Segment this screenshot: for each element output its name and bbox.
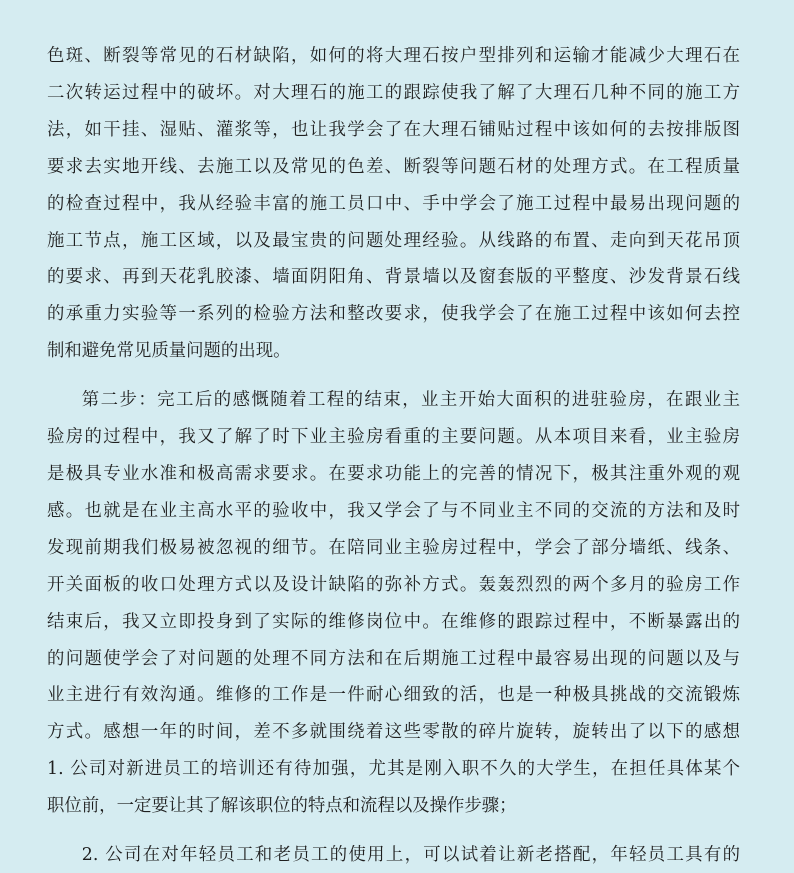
list-item-text-line: 2. 公司在对年轻员工和老员工的使用上，可以试着让新老搭配，年轻员工具有的 <box>81 845 740 866</box>
text-line: 是极具专业水准和极高需求要求。在要求功能上的完善的情况下，极其注重外观的观 <box>47 463 740 484</box>
text-line: 的问题使学会了对问题的处理不同方法和在后期施工过程中最容易出现的问题以及与 <box>47 648 740 669</box>
text-line: 的承重力实验等一系列的检验方法和整改要求，使我学会了在施工过程中该如何去控 <box>47 304 740 325</box>
text-line: 要求去实地开线、去施工以及常见的色差、断裂等问题石材的处理方式。在工程质量 <box>47 156 740 177</box>
text-line: 结束后，我又立即投身到了实际的维修岗位中。在维修的跟踪过程中，不断暴露出的 <box>47 611 740 632</box>
text-line: 第二步：完工后的感慨随着工程的结束，业主开始大面积的进驻验房，在跟业主 <box>81 390 740 411</box>
text-line: 二次转运过程中的破坏。对大理石的施工的跟踪使我了解了大理石几种不同的施工方 <box>47 82 740 103</box>
text-line: 业主进行有效沟通。维修的工作是一件耐心细致的活，也是一种极具挑战的交流锻炼 <box>47 685 740 706</box>
text-line: 的检查过程中，我从经验丰富的施工员口中、手中学会了施工过程中最易出现问题的 <box>47 193 740 214</box>
list-item-text-line: 1. 公司对新进员工的培训还有待加强，尤其是刚入职不久的大学生，在担任具体某个 <box>47 759 740 780</box>
paragraph-marble-construction <box>47 38 740 370</box>
text-line: 发现前期我们极易被忽视的细节。在陪同业主验房过程中，学会了部分墙纸、线条、 <box>47 537 740 558</box>
text-line: 制和避免常见质量问题的出现。 <box>47 341 291 362</box>
paragraph-step-two <box>47 382 740 825</box>
text-line: 的要求、再到天花乳胶漆、墙面阴阳角、背景墙以及窗套版的平整度、沙发背景石线 <box>47 267 740 288</box>
text-line: 验房的过程中，我又了解了时下业主验房看重的主要问题。从本项目来看，业主验房 <box>47 427 740 448</box>
text-line: 感。也就是在业主高水平的验收中，我又学会了与不同业主不同的交流的方法和及时 <box>47 500 740 521</box>
text-line: 施工节点，施工区域，以及最宝贵的问题处理经验。从线路的布置、走向到天花吊顶 <box>47 230 740 251</box>
text-line: 法，如干挂、湿贴、灌浆等，也让我学会了在大理石铺贴过程中该如何的去按排版图 <box>47 119 740 140</box>
text-line: 方式。感想一年的时间，差不多就围绕着这些零散的碎片旋转，旋转出了以下的感想 <box>47 722 740 743</box>
text-line: 开关面板的收口处理方式以及设计缺陷的弥补方式。轰轰烈烈的两个多月的验房工作 <box>47 574 740 595</box>
paragraph-spacer <box>47 370 740 382</box>
list-item-text-line: 职位前，一定要让其了解该职位的特点和流程以及操作步骤； <box>47 796 517 817</box>
paragraph-spacer <box>47 825 740 837</box>
text-line: 色斑、断裂等常见的石材缺陷，如何的将大理石按户型排列和运输才能减少大理石在 <box>47 46 740 66</box>
paragraph-list-item-2 <box>47 837 740 873</box>
